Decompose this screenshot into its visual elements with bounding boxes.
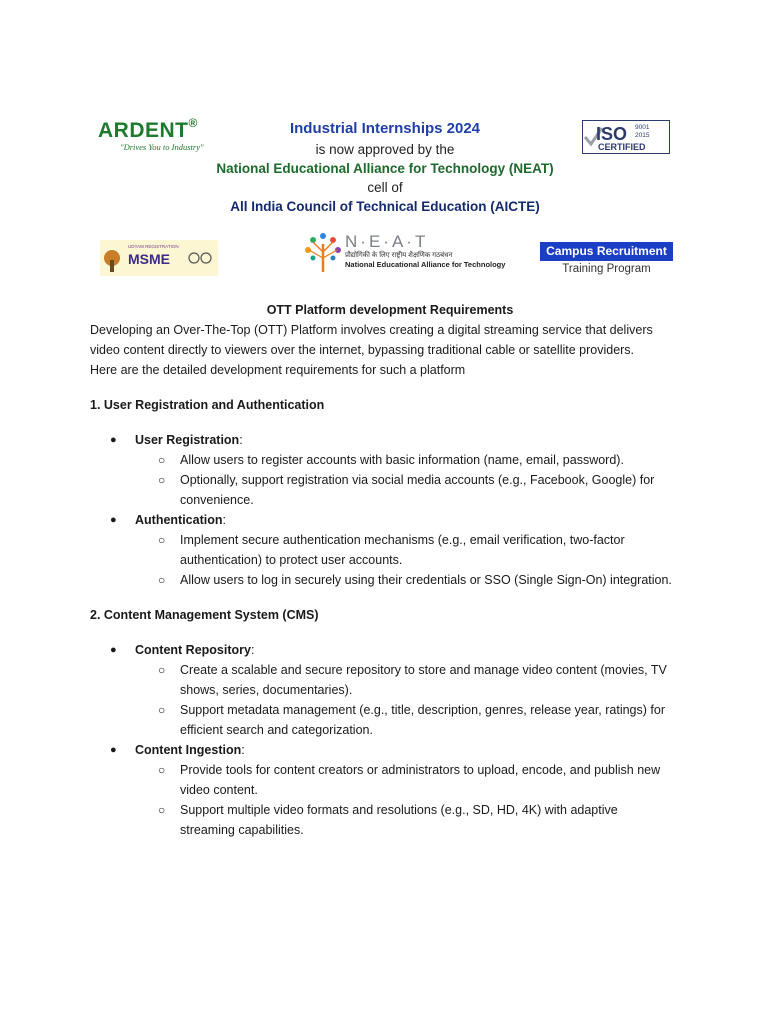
neat-letters: N·E·A·T	[345, 232, 429, 251]
point-text: Provide tools for content creators or administrators to upload, encode, and publish new	[180, 763, 661, 777]
circle-bullet-icon: ○	[158, 703, 166, 717]
msme-top-text: UDYAM REGISTRATION	[128, 244, 179, 249]
sub-list-item	[135, 530, 690, 570]
msme-label: MSME	[128, 251, 170, 267]
neat-tree-icon	[303, 230, 343, 274]
list-item: ● Content Repository: ○ Create a scalable and secure repository to store and manage video content (movies, TV shows, series, documentaries). ○ Support metadata management (e.g., title, description, genres, release year, ratings) for efficient search and categorization.	[90, 640, 690, 740]
circle-bullet-icon: ○	[158, 453, 166, 467]
point-text: Create a scalable and secure repository to store and manage video content (movies, TV	[180, 663, 667, 677]
point-text: Support multiple video formats and resolutions (e.g., SD, HD, 4K) with adaptive	[180, 803, 618, 817]
sub-list-item	[135, 660, 690, 700]
section-heading: 2. Content Management System (CMS)	[90, 608, 319, 622]
sub-list-item	[135, 760, 690, 800]
intro-paragraph	[90, 320, 690, 380]
document-title: OTT Platform development Requirements	[266, 303, 514, 317]
document-body	[90, 300, 690, 840]
ardent-registered-mark: ®	[188, 116, 198, 130]
circle-bullet-icon: ○	[158, 573, 166, 587]
iso-text: ISO	[596, 124, 628, 144]
campus-subtitle: Training Program	[562, 263, 651, 275]
cell-of-line: cell of	[367, 180, 403, 195]
sub-list	[135, 530, 690, 590]
circle-bullet-icon: ○	[158, 663, 166, 677]
sub-list-item	[135, 800, 690, 840]
campus-title: Campus Recruitment	[540, 242, 673, 261]
list-item: ● User Registration: ○ Allow users to register accounts with basic information (name, email, password). ○ Optionally, support registration via social media accounts (e.g., Facebook, Google) for convenience.	[90, 430, 690, 510]
circle-bullet-icon: ○	[158, 803, 166, 817]
sub-list-item	[135, 570, 690, 590]
point-text: video content.	[180, 783, 258, 797]
msme-logo	[100, 240, 218, 276]
point-text: authentication) to protect user accounts.	[180, 553, 403, 567]
list-item: ● Content Ingestion: ○ Provide tools for content creators or administrators to upload, encode, and publish new video content. ○ Support multiple video formats and resolutions (e.g., SD, HD, 4K) with adaptive streaming capabilities.	[90, 740, 690, 840]
circle-bullet-icon: ○	[158, 763, 166, 777]
ardent-name-text: ARDENT	[98, 119, 189, 142]
neat-hindi-text: प्रौद्योगिकी के लिए राष्ट्रीय शैक्षणिक गठबंधन	[345, 252, 453, 259]
intro-line: Here are the detailed development requirements for such a platform	[90, 363, 466, 377]
iso-certified-badge	[582, 120, 670, 154]
item-label: Content Repository	[135, 643, 251, 657]
circle-bullet-icon: ○	[158, 473, 166, 487]
section-heading: 1. User Registration and Authentication	[90, 398, 325, 412]
bullet-icon: ●	[110, 514, 117, 526]
item-label: Authentication	[135, 513, 223, 527]
sub-list	[135, 660, 690, 740]
campus-recruitment-badge	[540, 242, 673, 275]
point-text: streaming capabilities.	[180, 823, 304, 837]
sub-list-item	[135, 470, 690, 510]
iso-certified-text: CERTIFIED	[598, 142, 646, 152]
internship-title: Industrial Internships 2024	[289, 120, 481, 137]
point-text: convenience.	[180, 493, 254, 507]
intro-line: video content directly to viewers over the internet, bypassing traditional cable or satellite providers.	[90, 343, 635, 357]
point-text: Support metadata management (e.g., title, description, genres, release year, ratings) for	[180, 703, 665, 717]
approval-line: is now approved by the	[315, 142, 455, 157]
point-text: Optionally, support registration via social media accounts (e.g., Facebook, Google) for	[180, 473, 655, 487]
section-list	[90, 430, 690, 590]
iso-number: 9001	[635, 124, 650, 131]
circle-bullet-icon: ○	[158, 533, 166, 547]
approval-heading	[200, 118, 570, 216]
sub-list	[135, 450, 690, 510]
point-text: Implement secure authentication mechanisms (e.g., email verification, two-factor	[180, 533, 625, 547]
ardent-tagline: "Drives You to Industry"	[120, 142, 204, 152]
item-label: Content Ingestion	[135, 743, 242, 757]
sub-list-item	[135, 700, 690, 740]
point-text: efficient search and categorization.	[180, 723, 373, 737]
section-list	[90, 640, 690, 840]
list-item: ● Authentication: ○ Implement secure authentication mechanisms (e.g., email verification, two-factor authentication) to protect user accounts. ○ Allow users to log in securely using their credentials or SSO (Single Sign-On) integration.	[90, 510, 690, 590]
neat-name: National Educational Alliance for Technology (NEAT)	[216, 161, 554, 176]
bullet-icon: ●	[110, 434, 117, 446]
point-text: shows, series, documentaries).	[180, 683, 353, 697]
intro-line: Developing an Over-The-Top (OTT) Platform involves creating a digital streaming service that delivers	[90, 323, 653, 337]
point-text: Allow users to log in securely using their credentials or SSO (Single Sign-On) integration.	[180, 573, 672, 587]
sub-list-item	[135, 450, 690, 470]
aicte-name: All India Council of Technical Education (AICTE)	[230, 199, 540, 214]
bullet-icon: ●	[110, 744, 117, 756]
point-text: Allow users to register accounts with basic information (name, email, password).	[180, 453, 624, 467]
neat-subtitle: National Educational Alliance for Technology	[345, 260, 506, 269]
sub-list	[135, 760, 690, 840]
item-label: User Registration	[135, 433, 240, 447]
iso-year: 2015	[635, 132, 650, 139]
neat-logo-text	[345, 232, 505, 269]
bullet-icon: ●	[110, 644, 117, 656]
